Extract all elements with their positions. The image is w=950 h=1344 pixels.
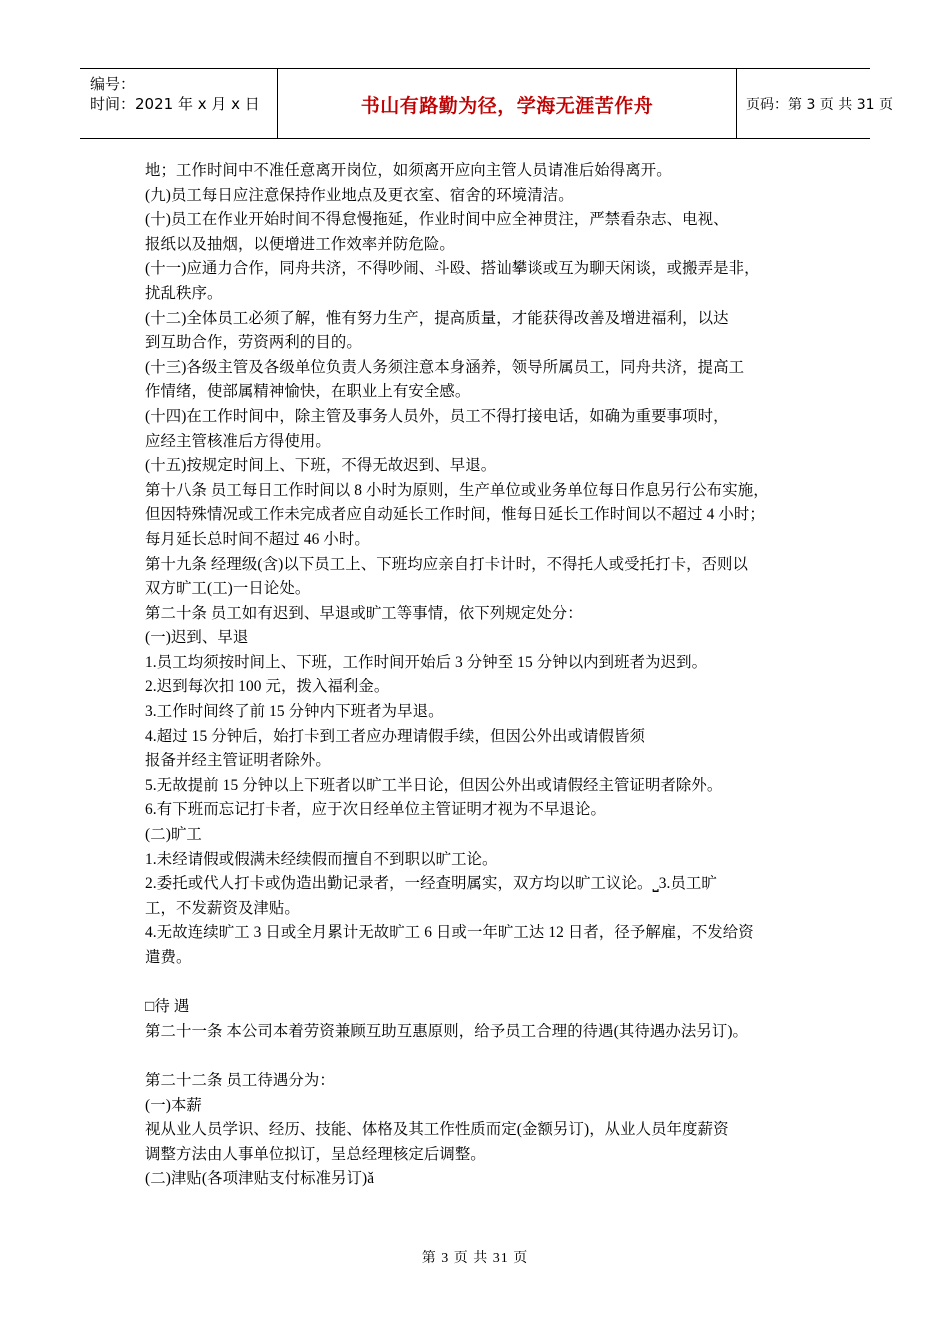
text-line: 调整方法由人事单位拟订，呈总经理核定后调整。 bbox=[145, 1145, 486, 1163]
text-line: 工，不发薪资及津贴。 bbox=[145, 899, 300, 917]
text-line: 地；工作时间中不准任意离开岗位，如须离开应向主管人员请准后始得离开。 bbox=[145, 162, 672, 179]
text-line: 视从业人员学识、经历、技能、体格及其工作性质而定(金额另订)，从业人员年度薪资 bbox=[145, 1121, 729, 1139]
page-footer: 第 3 页 共 31 页 bbox=[421, 1251, 529, 1266]
blank-line bbox=[145, 971, 825, 996]
header-code-label: 编号： bbox=[90, 75, 136, 93]
text-line: (二)津贴(各项津贴支付标准另订)ǎ bbox=[145, 1170, 375, 1188]
page-header bbox=[80, 68, 893, 139]
text-line: (十三)各级主管及各级单位负责人务须注意本身涵养，领导所属员工，同舟共济，提高工 bbox=[145, 358, 745, 376]
text-line: 报纸以及抽烟，以便增进工作效率并防危险。 bbox=[145, 235, 455, 253]
text-line: 遣费。 bbox=[145, 949, 192, 966]
text-line: 5.无故提前 15 分钟以上下班者以旷工半日论，但因公外出或请假经主管证明者除外。 bbox=[145, 776, 723, 794]
text-line: 应经主管核准后方得使用。 bbox=[145, 432, 331, 450]
text-line: (十一)应通力合作，同舟共济，不得吵闹、斗殴、搭讪攀谈或互为聊天闲谈，或搬弄是非， bbox=[145, 260, 760, 278]
header-motto-cell bbox=[278, 69, 737, 138]
text-line: 6.有下班而忘记打卡者，应于次日经单位主管证明才视为不早退论。 bbox=[145, 801, 606, 819]
text-line: 到互助合作，劳资两利的目的。 bbox=[145, 334, 362, 352]
text-line: (二)旷工 bbox=[145, 826, 202, 844]
text-line: 每月延长总时间不超过 46 小时。 bbox=[145, 530, 370, 548]
text-line: 1.未经请假或假满未经续假而擅自不到职以旷工论。 bbox=[145, 850, 498, 868]
text-line: (十五)按规定时间上、下班，不得无故迟到、早退。 bbox=[145, 457, 497, 475]
text-line: 1.员工均须按时间上、下班，工作时间开始后 3 分钟至 15 分钟以内到班者为迟到。 bbox=[145, 653, 708, 671]
text-line: □待 遇 bbox=[145, 998, 190, 1016]
text-line: 报备并经主管证明者除外。 bbox=[145, 752, 331, 770]
text-line: 第二十一条 本公司本着劳资兼顾互助互惠原则，给予员工合理的待遇(其待遇办法另订)。 bbox=[145, 1022, 749, 1040]
text-line: 作情绪，使部属精神愉快，在职业上有安全感。 bbox=[145, 383, 471, 401]
text-line: (十四)在工作时间中，除主管及事务人员外，员工不得打接电话，如确为重要事项时， bbox=[145, 407, 729, 425]
text-line: 但因特殊情况或工作未完成者应自动延长工作时间，惟每日延长工作时间以不超过 4 小时； bbox=[145, 506, 765, 524]
text-line: 4.超过 15 分钟后，始打卡到工者应办理请假手续，但因公外出或请假皆须 bbox=[145, 727, 645, 745]
text-line: (一)迟到、早退 bbox=[145, 629, 249, 647]
text-line: 第十八条 员工每日工作时间以 8 小时为原则，生产单位或业务单位每日作息另行公布实施， bbox=[145, 481, 769, 499]
text-line: 2.迟到每次扣 100 元，拨入福利金。 bbox=[145, 678, 390, 696]
text-line: 第二十条 员工如有迟到、早退或旷工等事情，依下列规定处分： bbox=[145, 604, 583, 622]
document-body bbox=[145, 159, 825, 1192]
text-line: (十)员工在作业开始时间不得怠慢拖延，作业时间中应全神贯注，严禁看杂志、电视、 bbox=[145, 211, 729, 229]
text-line: 4.无故连续旷工 3 日或全月累计无故旷工 6 日或一年旷工达 12 日者，径予解雇，不发给资 bbox=[145, 924, 754, 942]
text-line: (十二)全体员工必须了解，惟有努力生产，提高质量，才能获得改善及增进福利，以达 bbox=[145, 309, 729, 327]
text-line: 第二十二条 员工待遇分为： bbox=[145, 1071, 335, 1089]
header-page-cell bbox=[737, 69, 893, 138]
text-line: 2.委托或代人打卡或伪造出勤记录者，一经查明属实，双方均以旷工议论。⎵3.员工旷 bbox=[145, 875, 717, 893]
text-line: 3.工作时间终了前 15 分钟内下班者为早退。 bbox=[145, 703, 444, 721]
text-line: 第十九条 经理级(含)以下员工上、下班均应亲自打卡计时，不得托人或受托打卡，否则以 bbox=[145, 555, 749, 573]
text-line: 双方旷工(工)一日论处。 bbox=[145, 580, 311, 598]
header-page-label: 页码：第 3 页 共 31 页 bbox=[746, 97, 893, 113]
text-line: 扰乱秩序。 bbox=[145, 284, 223, 302]
text-line: (一)本薪 bbox=[145, 1096, 202, 1114]
header-left-cell bbox=[80, 69, 278, 138]
text-line: (九)员工每日应注意保持作业地点及更衣室、宿舍的环境清洁。 bbox=[145, 186, 574, 204]
blank-line bbox=[145, 1044, 825, 1069]
header-time-label: 时间：2021 年 x 月 x 日 bbox=[90, 95, 260, 113]
header-motto: 书山有路勤为径，学海无涯苦作舟 bbox=[360, 95, 654, 117]
